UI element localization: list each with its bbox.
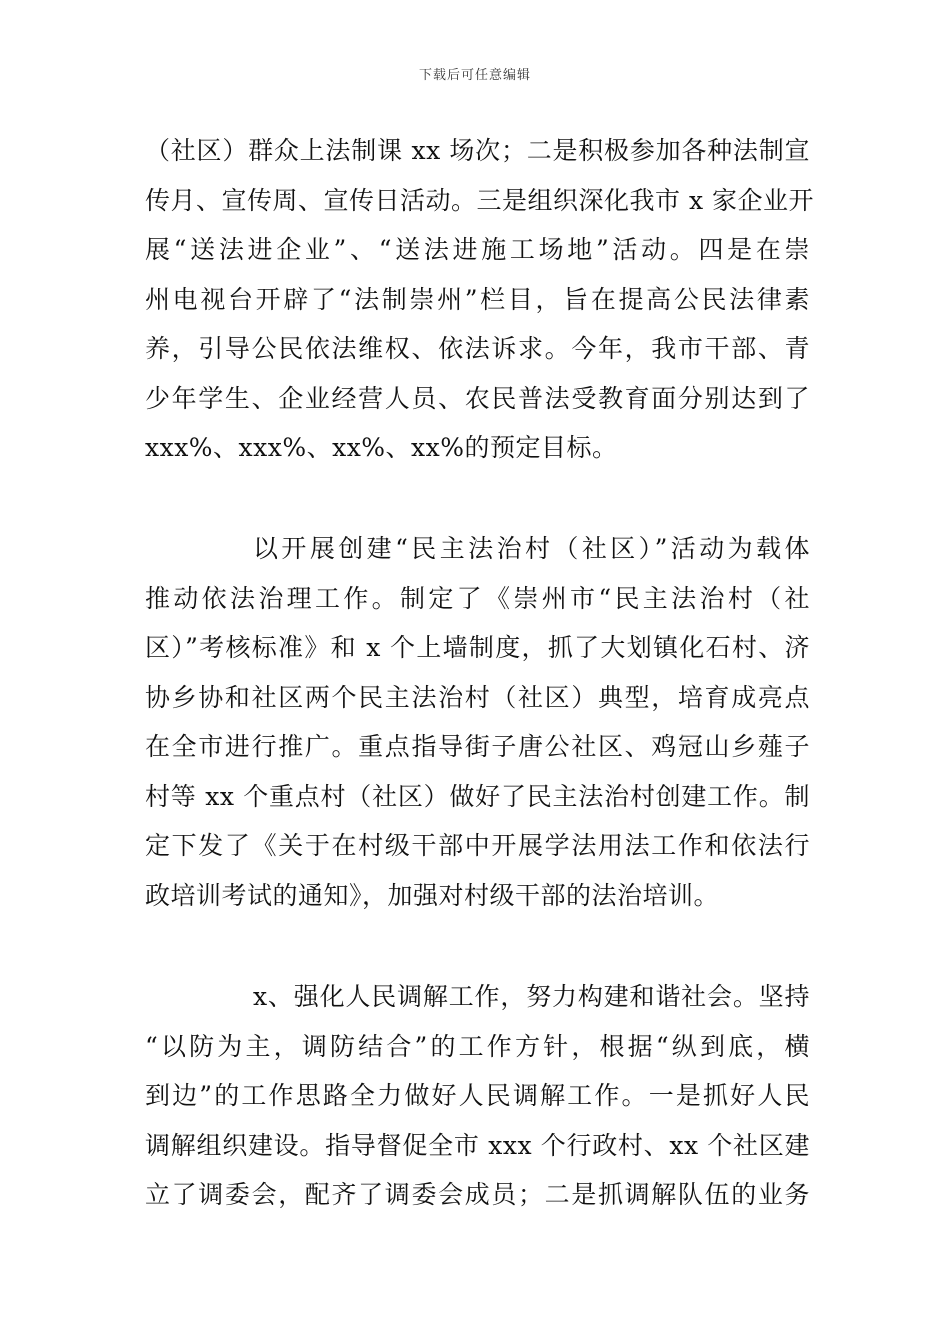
text-line: 定下发了《关于在村级干部中开展学法用法工作和依法行 — [145, 831, 810, 860]
paragraph-democratic-rule-of-law — [145, 524, 810, 920]
text-line: 推动依法治理工作。制定了《崇州市“民主法治村（社 — [145, 583, 810, 613]
text-line: x、强化人民调解工作，努力构建和谐社会。坚持 — [253, 982, 810, 1011]
text-line: 在全市进行推广。重点指导街子唐公社区、鸡冠山乡薤子 — [145, 732, 810, 761]
text-line: 村等 xx 个重点村（社区）做好了民主法治村创建工作。制 — [145, 781, 810, 811]
text-line: 养，引导公民依法维权、依法诉求。今年，我市干部、青 — [145, 334, 810, 363]
paragraph-mediation-work — [145, 972, 810, 1220]
page-header: 下载后可任意编辑 — [418, 68, 531, 83]
text-line: （社区）群众上法制课 xx 场次；二是积极参加各种法制宣 — [145, 136, 810, 165]
text-line: 传月、宣传周、宣传日活动。三是组织深化我市 x 家企业开 — [145, 185, 814, 215]
text-line: 区）”考核标准》和 x 个上墙制度，抓了大划镇化石村、济 — [145, 633, 810, 662]
text-line: 展“送法进企业”、“送法进施工场地”活动。四是在崇 — [145, 235, 810, 264]
text-line: 到边”的工作思路全力做好人民调解工作。一是抓好人民 — [145, 1081, 810, 1110]
text-line: 少年学生、企业经营人员、农民普法受教育面分别达到了 — [145, 383, 810, 413]
text-line: 调解组织建设。指导督促全市 xxx 个行政村、xx 个社区建 — [145, 1130, 810, 1160]
text-line: 政培训考试的通知》，加强对村级干部的法治培训。 — [145, 880, 720, 910]
text-line: 州电视台开辟了“法制崇州”栏目，旨在提高公民法律素 — [145, 284, 810, 314]
text-line: 协乡协和社区两个民主法治村（社区）典型，培育成亮点 — [145, 682, 810, 712]
text-line: 以开展创建“民主法治村（社区）”活动为载体 — [253, 534, 810, 563]
paragraph-legal-education — [145, 126, 814, 473]
text-line: 立了调委会，配齐了调委会成员；二是抓调解队伍的业务 — [145, 1180, 810, 1209]
text-line: “以防为主，调防结合”的工作方针，根据“纵到底，横 — [145, 1031, 810, 1061]
text-line: xxx%、xxx%、xx%、xx%的预定目标。 — [145, 433, 618, 462]
